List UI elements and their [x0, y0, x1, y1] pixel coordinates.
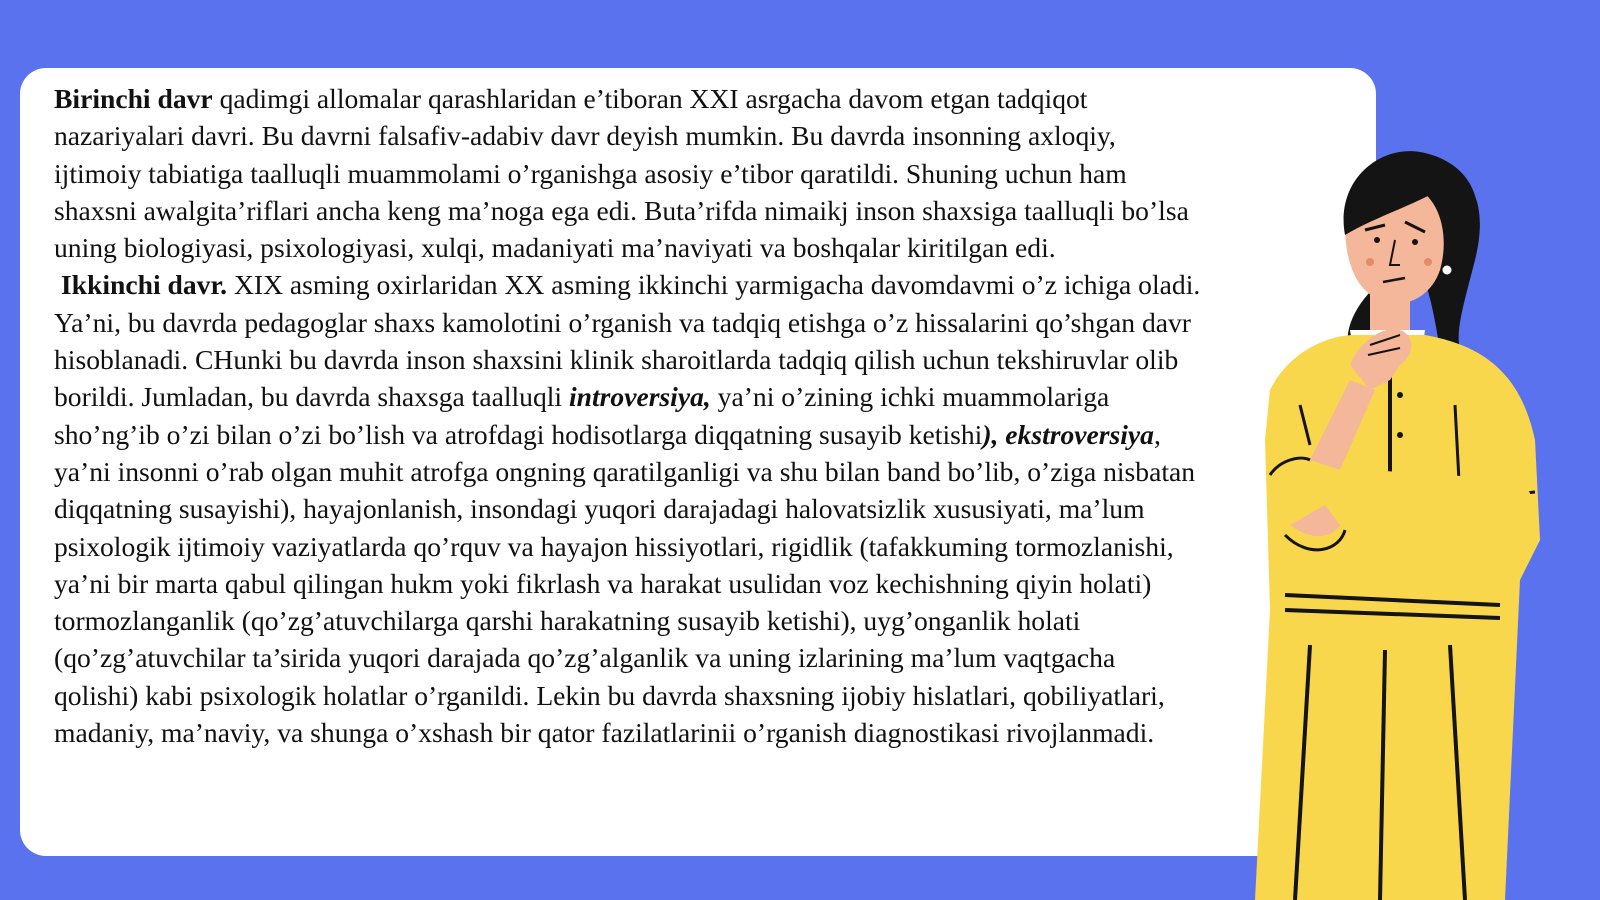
body-text: [54, 80, 1204, 751]
second-period-text-3: , ya’ni insonni o’rab olgan muhit atrofga ongning qaratilganligi va shu bilan band bo’lib, o’ziga nisbatan diqqatning susayishi), hayajonlanish, insondagi yuqori darajadagi halovatsizlik xususiyati, ma’lum psixologik ijtimoiy vaziyatlarda qo’rquv va hayajon hissiyotlari, rigidlik (tafakkuming tormozlanishi, ya’ni bir marta qabul qilingan hukm yoki fikrlash va harakat usulidan voz kechishning qiyin holati) tormozlanganlik (qo’zg’atuvchilarga qarshi harakatning susayib ketishi), uyg’onganlik holati (qo’zg’atuvchilar ta’sirida yuqori darajada qo’zg’alganlik va uning izlarining ma’lum vaqtgacha qolishi) kabi psixologik holatlar o’rganildi. Lekin bu davrda shaxsning ijobiy hislatlari, qobiliyatlari, madaniy, ma’naviy, va shunga o’xshash bir qator fazilatlarinii o’rganish diagnostikasi rivojlanmadi.: [54, 418, 1196, 749]
second-period-text-1: XIX asming oxirlaridan XX asming ikkinchi yarmigacha davomdavmi o’z ichiga oladi. Ya’ni, bu davrda pedagoglar shaxs kamolotini o’rganish va tadqiq etishga o’z hissalarini qo’shgan davr hisoblanadi. CHunki bu davrda inson shaxsini klinik sharoitlarda tadqiq qilish uchun tekshiruvlar olib borildi. Jumladan, bu davrda shaxsga taalluqli: [54, 269, 1201, 413]
second-period-text-2: ya’ni o’zining ichki muammolariga sho’ng’ib o’zi bilan o’zi bo’lish va atrofdagi hodisotlarga diqqatning susayib ketishi: [54, 381, 1110, 450]
term-introversion: introversiya,: [568, 381, 711, 413]
term-extroversion: ), ekstroversiya: [982, 418, 1154, 450]
first-period-text: qadimgi allomalar qarashlaridan e’tiboran XXI asrgacha davom etgan tadqiqot nazariyalari davri. Bu davrni falsafiv-adabiv davr deyish mumkin. Bu davrda insonning axloqiy, ijtimoiy tabiatiga taalluqli muammolami o’rganishga asosiy e’tibor qaratildi. Shuning uchun ham shaxsni awalgita’riflari ancha keng ma’noga ega edi. Buta’rifda nimaikj inson shaxsiga taalluqli bo’lsa uning biologiyasi, psixologiyasi, xulqi, madaniyati ma’naviyati va boshqalar kiritilgan edi.: [54, 83, 1189, 264]
paragraph-second-period: [54, 266, 1204, 751]
first-period-heading: Birinchi davr: [54, 83, 213, 114]
second-period-heading: Ikkinchi davr.: [60, 269, 228, 301]
paragraph-first-period: [54, 80, 1204, 266]
thinking-woman-illustration: [1250, 140, 1580, 900]
